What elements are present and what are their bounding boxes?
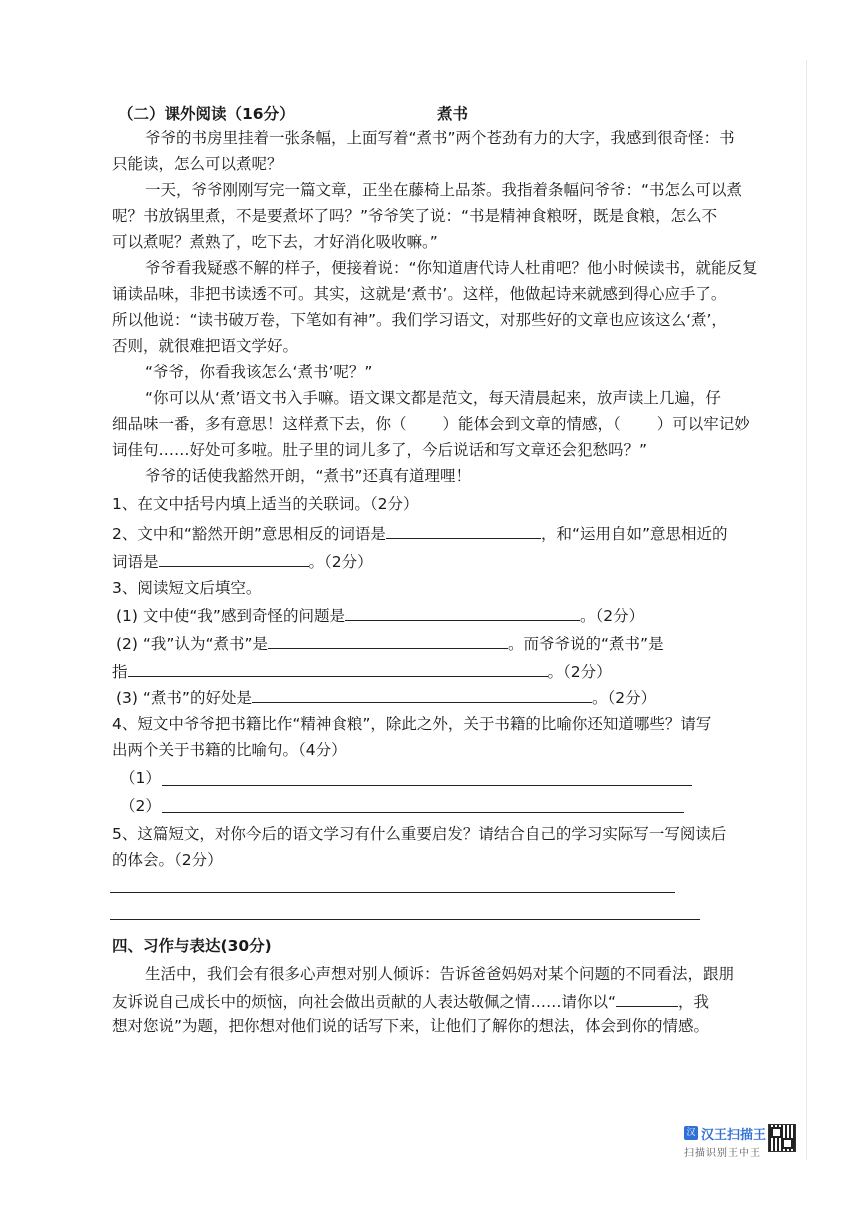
q4-item-1-label: （1） <box>120 769 161 787</box>
question-4-line: 出两个关于书籍的比喻句。（4分） <box>112 741 347 759</box>
scanner-app-slogan: 扫描识别王中王 <box>684 1148 761 1159</box>
synonym-answer-blank[interactable] <box>159 550 309 567</box>
q3-2-answer-blank-2[interactable] <box>128 660 548 677</box>
writing-title-blank[interactable] <box>616 990 678 1007</box>
q4-answer-line-2[interactable] <box>162 812 684 813</box>
passage-line-with-blanks <box>112 414 792 434</box>
question-text: 。而爷爷说的“煮书”是 <box>508 635 664 653</box>
writing-prompt-line <box>112 990 792 1012</box>
passage-text: 细品味一番，多有意思！这样煮下去，你（ <box>112 415 407 433</box>
prompt-text: 友诉说自己成长中的烦恼，向社会做出贡献的人表达敬佩之情……请你以“ <box>112 993 617 1011</box>
passage-text: ）能体会到文章的情感，（ <box>442 415 621 433</box>
q3-1-answer-blank[interactable] <box>345 604 580 621</box>
writing-prompt-line: 生活中，我们会有很多心声想对别人倾诉：告诉爸爸妈妈对某个问题的不同看法，跟朋 <box>145 965 735 983</box>
question-3-2-cont <box>112 660 792 682</box>
question-text: 2、文中和“豁然开朗”意思相反的词语是 <box>112 525 386 543</box>
passage-line: 一天，爷爷刚刚写完一篇文章，正坐在藤椅上品茶。我指着条幅问爷爷：“书怎么可以煮 <box>145 181 743 199</box>
q3-2-answer-blank-1[interactable] <box>268 632 508 649</box>
passage-line: 爷爷的话使我豁然开朗，“煮书”还真有道理哩！ <box>145 467 472 485</box>
passage-line: “你可以从‘煮’语文书入手嘛。语文课文都是范文，每天清晨起来，放声读上几遍，仔 <box>145 389 721 407</box>
passage-line: 呢？书放锅里煮，不是要煮坏了吗？”爷爷笑了说：“书是精神食粮呀，既是食粮，怎么不 <box>112 207 718 225</box>
section-heading-writing: 四、习作与表达(30分) <box>112 937 272 955</box>
scanner-app-name: 汉王扫描王 <box>701 1128 767 1143</box>
qr-code-icon <box>768 1124 796 1152</box>
question-text: ，和“运用自如”意思相近的 <box>540 525 728 543</box>
scan-edge <box>806 60 807 1160</box>
q5-answer-line-1[interactable] <box>110 892 675 893</box>
question-3-3 <box>116 686 796 708</box>
q5-answer-line-2[interactable] <box>110 919 700 920</box>
question-2-line <box>112 550 792 572</box>
passage-line: 诵读品味，非把书读透不可。其实，这就是‘煮书’。这样，他做起诗来就感到得心应手了。 <box>112 285 727 303</box>
q4-item-2-label: （2） <box>120 797 161 815</box>
question-text: (3) “煮书”的好处是 <box>116 689 252 707</box>
passage-line: 只能读，怎么可以煮呢？ <box>112 155 283 173</box>
q4-answer-line-1[interactable] <box>162 785 692 786</box>
question-text: 指 <box>112 663 128 681</box>
passage-text: ）可以牢记妙 <box>656 415 750 433</box>
antonym-answer-blank[interactable] <box>386 522 541 539</box>
passage-line: 爷爷看我疑惑不解的样子，便接着说：“你知道唐代诗人杜甫吧？他小时候读书，就能反复 <box>145 259 758 277</box>
passage-line: “爷爷，你看我该怎么‘煮书’呢？” <box>145 363 373 381</box>
q3-3-answer-blank[interactable] <box>252 686 592 703</box>
question-text: 词语是 <box>112 553 159 571</box>
question-text: (1) 文中使“我”感到奇怪的问题是 <box>116 607 345 625</box>
question-text: 。（2分） <box>308 553 373 571</box>
scanner-app-icon: 汉 <box>684 1126 698 1140</box>
passage-line: 否则，就很难把语文学好。 <box>112 337 299 355</box>
question-text: 。（2分） <box>579 607 645 625</box>
passage-line: 爷爷的书房里挂着一张条幅，上面写着“煮书”两个苍劲有力的大字，我感到很奇怪：书 <box>145 129 735 147</box>
question-3-1 <box>116 604 796 626</box>
question-5-line: 的体会。（2分） <box>112 851 223 869</box>
question-2-line <box>112 522 792 544</box>
passage-title: 煮书 <box>437 105 469 123</box>
question-5-line: 5、这篇短文，对你今后的语文学习有什么重要启发？请结合自己的学习实际写一写阅读后 <box>112 825 727 843</box>
writing-prompt-line: 想对您说”为题，把你想对他们说的话写下来，让他们了解你的想法，体会到你的情感。 <box>112 1017 710 1035</box>
passage-line: 词佳句……好处可多啦。肚子里的词儿多了，今后说话和写文章还会犯愁吗？” <box>112 441 648 459</box>
question-text: 。（2分） <box>547 663 612 681</box>
question-3: 3、阅读短文后填空。 <box>112 579 262 597</box>
question-text: (2) “我”认为“煮书”是 <box>116 635 269 653</box>
passage-line: 所以他说：“读书破万卷，下笔如有神”。我们学习语文，对那些好的文章也应该这么‘煮’， <box>112 311 727 329</box>
question-4-line: 4、短文中爷爷把书籍比作“精神食粮”，除此之外，关于书籍的比喻你还知道哪些？请写 <box>112 715 712 733</box>
question-text: 。（2分） <box>591 689 657 707</box>
section-heading-reading: （二）课外阅读（16分） <box>118 105 295 123</box>
prompt-text: ，我 <box>678 993 710 1011</box>
question-1: 1、在文中括号内填上适当的关联词。（2分） <box>112 495 419 513</box>
question-3-2 <box>116 632 796 654</box>
passage-line: 可以煮呢？煮熟了，吃下去，才好消化吸收嘛。” <box>112 233 438 251</box>
